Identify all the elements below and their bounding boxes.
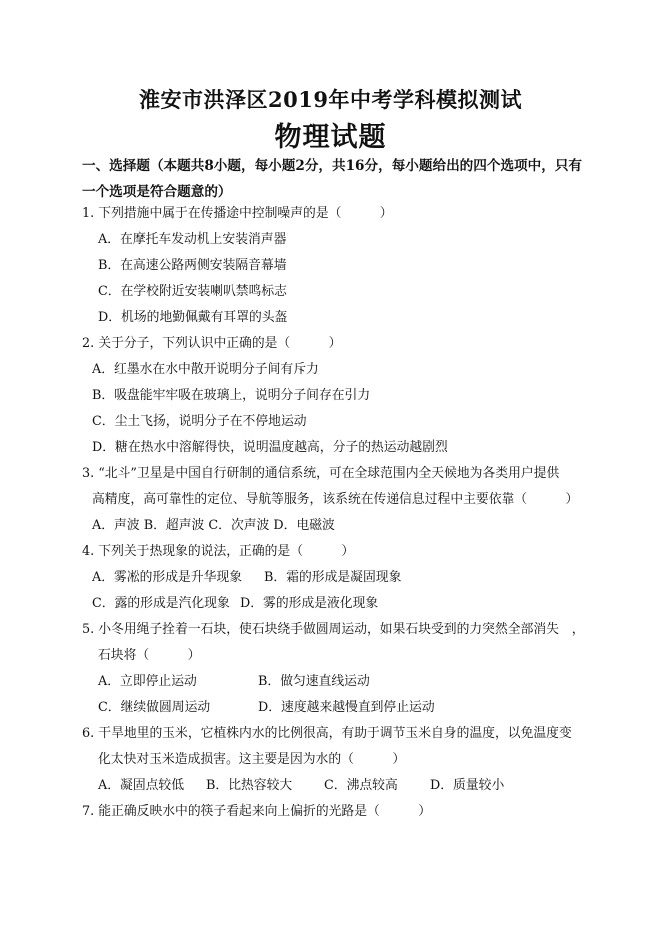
question-5-line-2: 石块将（ ） [98, 648, 201, 663]
question-1-option-d: D．机场的地勤佩戴有耳罩的头盔 [98, 310, 288, 325]
question-3-line-1: 3. “北斗”卫星是中国自行研制的通信系统，可在全球范围内全天候地为各类用户提供 [82, 466, 560, 481]
question-6-options-row [98, 778, 538, 794]
question-2-stem: 2. 关于分子，下列认识中正确的是（ ） [82, 336, 342, 351]
question-4-options-row-2 [92, 596, 572, 612]
question-2-option-c: C．尘土飞扬，说明分子在不停地运动 [92, 414, 307, 429]
question-5-option-c: C．继续做圆周运动 [98, 700, 211, 715]
question-7-stem: 7. 能正确反映水中的筷子看起来向上偏折的光路是（ ） [82, 804, 431, 819]
question-3-options: A．声波 B．超声波 C．次声波 D．电磁波 [92, 518, 335, 533]
question-5-line-1: 5. 小冬用绳子拴着一石块，使石块绕手做圆周运动，如果石块受到的力突然全部消失 ， [82, 622, 585, 637]
question-5-option-d: D．速度越来越慢直到停止运动 [258, 700, 435, 715]
section-heading-line-1: 一、选择题（本题共8小题，每小题2分，共16分，每小题给出的四个选项中，只有 [82, 158, 583, 174]
question-5-options-row-1 [98, 674, 558, 690]
question-4-option-a: A．雾凇的形成是升华现象 [92, 570, 243, 585]
question-6-line-1: 6. 干旱地里的玉米，它植株内水的比例很高，有助于调节玉米自身的温度，以免温度变 [82, 726, 572, 741]
exam-subtitle: 物理试题 [274, 122, 387, 153]
question-1-option-c: C．在学校附近安装喇叭禁鸣标志 [98, 284, 287, 299]
question-6-option-a: A．凝固点较低 [98, 778, 185, 793]
question-2-option-a: A．红墨水在水中散开说明分子间有斥力 [92, 362, 319, 377]
question-4-option-b: B．霜的形成是凝固现象 [264, 570, 402, 585]
question-4-stem: 4. 下列关于热现象的说法，正确的是（ ） [82, 544, 355, 559]
question-5-options-row-2 [98, 700, 558, 716]
question-5-option-a: A．立即停止运动 [98, 674, 197, 689]
question-6-line-2: 化太快对玉米造成损害。这主要是因为水的（ ） [98, 752, 406, 767]
question-3-line-2: 高精度，高可靠性的定位、导航等服务，该系统在传递信息过程中主要依靠（ ） [92, 492, 579, 507]
question-2-option-d: D．糖在热水中溶解得快，说明温度越高，分子的热运动越剧烈 [92, 440, 448, 455]
question-4-option-d: D．雾的形成是液化现象 [240, 596, 379, 611]
question-2-option-b: B．吸盘能牢牢吸在玻璃上，说明分子间存在引力 [92, 388, 371, 403]
section-heading-line-2: 一个选项是符合题意的） [82, 184, 232, 200]
question-4-options-row-1 [92, 570, 572, 586]
question-4-option-c: C．露的形成是汽化现象 [92, 596, 230, 611]
question-6-option-b: B．比热容较大 [206, 778, 293, 793]
question-1-option-b: B．在高速公路两侧安装隔音幕墙 [98, 258, 287, 273]
question-6-option-c: C．沸点较高 [324, 778, 398, 793]
question-1-stem: 1. 下列措施中属于在传播途中控制噪声的是（ ） [82, 206, 393, 221]
exam-title: 淮安市洪泽区2019年中考学科模拟测试 [139, 87, 522, 112]
question-1-option-a: A．在摩托车发动机上安装消声器 [98, 232, 287, 247]
question-5-option-b: B．做匀速直线运动 [258, 674, 370, 689]
question-6-option-d: D．质量较小 [430, 778, 505, 793]
